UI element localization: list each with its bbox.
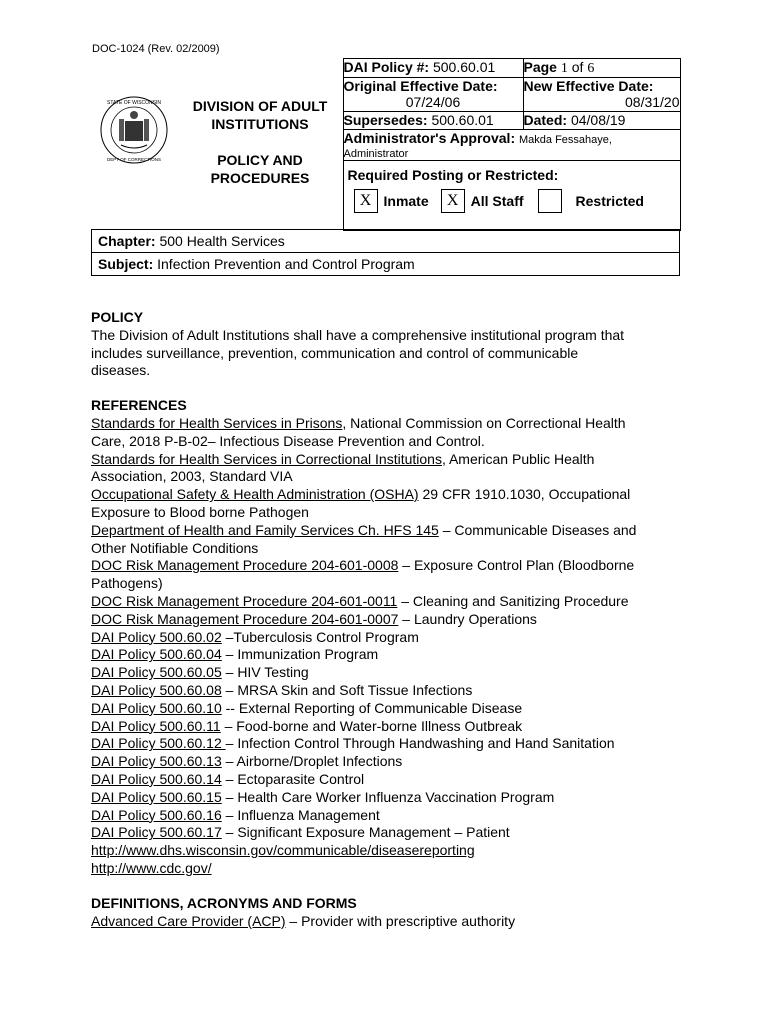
reference-line: Pathogens): [91, 575, 163, 592]
reference-link[interactable]: Department of Health and Family Services Ch. HFS 145: [91, 521, 439, 538]
definitions-heading: DEFINITIONS, ACRONYMS AND FORMS: [91, 894, 357, 911]
posting-cell: Required Posting or Restricted: X Inmate X All Staff Restricted: [343, 161, 680, 231]
reference-line: DAI Policy 500.60.10 -- External Reporting of Communicable Disease: [91, 699, 523, 716]
definition-line: Advanced Care Provider (ACP) – Provider with prescriptive authority: [91, 912, 516, 929]
reference-line: Association, 2003, Standard VIA: [91, 468, 293, 485]
reference-link[interactable]: DAI Policy 500.60.05: [91, 664, 222, 681]
document-body: POLICY The Division of Adult Institutions shall have a comprehensive institutional program that includes surveillance, prevention, communication and control of communicable diseases. REFERENCES Standards for Health Services in Prisons, National Commission on Correctional Health Care, 2018 P-B-02– Infectious Disease Prevention and Control. Standards for Health Services in Correctional Institutions, American Public Health Association, 2003, Standard VIA Occupational Safety & Health Administration (OSHA) 29 CFR 1910.1030, Occupational Exposure to Blood borne Pathogen Department of Health and Family Services Ch. HFS 145 – Communicable Diseases and Other Notifiable Conditions DOC Risk Management Procedure 204-601-0008 – Exposure Control Plan (Bloodborne Pathogens) DOC Risk Management Procedure 204-601-0011 – Cleaning and Sanitizing Procedure DOC Risk Management Procedure 204-601-0007 – Laundry Operations DAI Policy 500.60.02 –Tuberculosis Control Program DAI Policy 500.60.04 – Immunization Program DAI Policy 500.60.05 – HIV Testing DAI Policy 500.60.08 – MRSA Skin and Soft Tissue Infections DAI Policy 500.60.10 -- External Reporting of Communicable Disease DAI Policy 500.60.11 – Food-borne and Water-borne Illness Outbreak DAI Policy 500.60.12 – Infection Control Through Handwashing and Hand Sanitation DAI Policy 500.60.13 – Airborne/Droplet Infections DAI Policy 500.60.14 – Ectoparasite Control DAI Policy 500.60.15 – Health Care Worker Influenza Vaccination Program DAI Policy 500.60.16 – Influenza Management DAI Policy 500.60.17 – Significant Exposure Management – Patient http://www.dhs.wisconsin.gov/communicable/diseasereporting http://www.cdc.gov/ DEFINITIONS, ACRONYMS AND FORMS Advanced Care Provider (ACP) – Provider with prescriptive authority: [91, 309, 691, 930]
reference-line: Other Notifiable Conditions: [91, 539, 259, 556]
reference-link[interactable]: DAI Policy 500.60.02: [91, 628, 222, 645]
reference-line: Care, 2018 P-B-02– Infectious Disease Prevention and Control.: [91, 432, 485, 449]
reference-line: DAI Policy 500.60.12 – Infection Control Through Handwashing and Hand Sanitation: [91, 735, 615, 752]
policy-number-cell: DAI Policy #: 500.60.01: [343, 59, 523, 78]
reference-line: DAI Policy 500.60.05 – HIV Testing: [91, 664, 309, 681]
restricted-checkbox[interactable]: [538, 189, 562, 213]
policy-heading: POLICY: [91, 309, 144, 325]
reference-link[interactable]: http://www.cdc.gov/: [91, 859, 212, 876]
header-table: [91, 58, 681, 231]
new-effective-cell: New Effective Date: 08/31/20: [523, 78, 680, 110]
division-title: DIVISION OF ADULT INSTITUTIONS: [192, 97, 328, 132]
reference-link[interactable]: DOC Risk Management Procedure 204-601-0007: [91, 610, 399, 627]
original-effective-cell: Original Effective Date: 07/24/06: [343, 78, 523, 112]
reference-line: DAI Policy 500.60.11 – Food-borne and Water-borne Illness Outbreak: [91, 717, 523, 734]
reference-link[interactable]: Advanced Care Provider (ACP): [91, 912, 286, 929]
reference-line: DAI Policy 500.60.08 – MRSA Skin and Soft Tissue Infections: [91, 681, 473, 698]
reference-link[interactable]: http://www.dhs.wisconsin.gov/communicable/diseasereporting: [91, 842, 475, 859]
reference-link[interactable]: DAI Policy 500.60.10: [91, 699, 222, 716]
reference-line: DOC Risk Management Procedure 204-601-0008 – Exposure Control Plan (Bloodborne: [91, 557, 635, 574]
all-staff-checkbox[interactable]: X: [441, 189, 465, 213]
reference-line: DAI Policy 500.60.17 – Significant Exposure Management – Patient: [91, 824, 510, 841]
svg-text:STATE OF WISCONSIN: STATE OF WISCONSIN: [107, 99, 161, 106]
reference-link[interactable]: DAI Policy 500.60.13: [91, 753, 222, 770]
reference-line: DAI Policy 500.60.16 – Influenza Management: [91, 806, 380, 823]
policy-procedures-title: POLICY AND PROCEDURES: [210, 151, 310, 186]
posting-checkboxes: X Inmate X All Staff Restricted: [344, 185, 680, 213]
dated-cell: Dated: 04/08/19: [523, 112, 680, 130]
chapter-subject-box: [91, 229, 680, 276]
definitions-list: [91, 913, 691, 931]
reference-link[interactable]: DAI Policy 500.60.16: [91, 806, 222, 823]
original-effective-date: 07/24/06: [405, 94, 461, 110]
references-list: [91, 415, 691, 878]
header-left: [91, 59, 343, 231]
inmate-checkbox[interactable]: X: [354, 189, 378, 213]
reference-link[interactable]: Standards for Health Services in Correctional Institutions: [91, 450, 442, 467]
reference-link[interactable]: DAI Policy 500.60.11: [91, 717, 221, 734]
supersedes-cell: Supersedes: 500.60.01: [343, 112, 523, 130]
reference-line: [91, 860, 691, 878]
reference-line: Department of Health and Family Services Ch. HFS 145 – Communicable Diseases and: [91, 521, 637, 538]
reference-line: DOC Risk Management Procedure 204-601-0007 – Laundry Operations: [91, 610, 537, 627]
reference-link[interactable]: Standards for Health Services in Prisons: [91, 414, 343, 431]
state-seal-icon: [99, 95, 169, 165]
reference-line: DOC Risk Management Procedure 204-601-0011 – Cleaning and Sanitizing Procedure: [91, 592, 629, 609]
page-cell: Page 1 of 6: [523, 59, 680, 78]
reference-line: DAI Policy 500.60.02 –Tuberculosis Control Program: [91, 628, 419, 645]
administrator-approval-cell: Administrator's Approval: Makda Fessahaye, Administrator: [343, 130, 680, 161]
svg-text:DEPT OF CORRECTIONS: DEPT OF CORRECTIONS: [107, 156, 161, 162]
reference-link[interactable]: DOC Risk Management Procedure 204-601-0011: [91, 592, 398, 609]
chapter-row: Chapter: 500 Health Services: [98, 233, 285, 249]
reference-link[interactable]: DAI Policy 500.60.12: [91, 735, 226, 752]
reference-line: Exposure to Blood borne Pathogen: [91, 503, 309, 520]
subject-value: Infection Prevention and Control Program: [157, 256, 415, 272]
reference-link[interactable]: DAI Policy 500.60.15: [91, 788, 222, 805]
subject-row: Subject: Infection Prevention and Control Program: [92, 252, 679, 275]
reference-link[interactable]: DAI Policy 500.60.08: [91, 681, 222, 698]
reference-link[interactable]: DOC Risk Management Procedure 204-601-0008: [91, 557, 399, 574]
reference-line: Standards for Health Services in Prisons, National Commission on Correctional Health: [91, 414, 626, 431]
chapter-value: 500 Health Services: [159, 233, 285, 249]
references-heading: REFERENCES: [91, 397, 187, 414]
reference-line: [91, 842, 691, 860]
reference-link[interactable]: DAI Policy 500.60.17: [91, 824, 222, 841]
policy-number: 500.60.01: [432, 59, 496, 75]
reference-line: DAI Policy 500.60.13 – Airborne/Droplet Infections: [91, 753, 403, 770]
form-id: DOC-1024 (Rev. 02/2009): [92, 43, 220, 55]
reference-link[interactable]: DAI Policy 500.60.04: [91, 646, 222, 663]
reference-link[interactable]: DAI Policy 500.60.14: [91, 770, 222, 787]
reference-line: Occupational Safety & Health Administration (OSHA) 29 CFR 1910.1030, Occupational: [91, 486, 631, 503]
reference-line: DAI Policy 500.60.15 – Health Care Worker Influenza Vaccination Program: [91, 788, 555, 805]
administrator-name: Makda Fessahaye,: [519, 134, 612, 146]
reference-line: DAI Policy 500.60.04 – Immunization Program: [91, 646, 379, 663]
reference-link[interactable]: Occupational Safety & Health Administration (OSHA): [91, 486, 419, 503]
new-effective-date: 08/31/20: [625, 94, 680, 110]
reference-line: Standards for Health Services in Correctional Institutions, American Public Health: [91, 450, 595, 467]
reference-line: DAI Policy 500.60.14 – Ectoparasite Control: [91, 770, 365, 787]
